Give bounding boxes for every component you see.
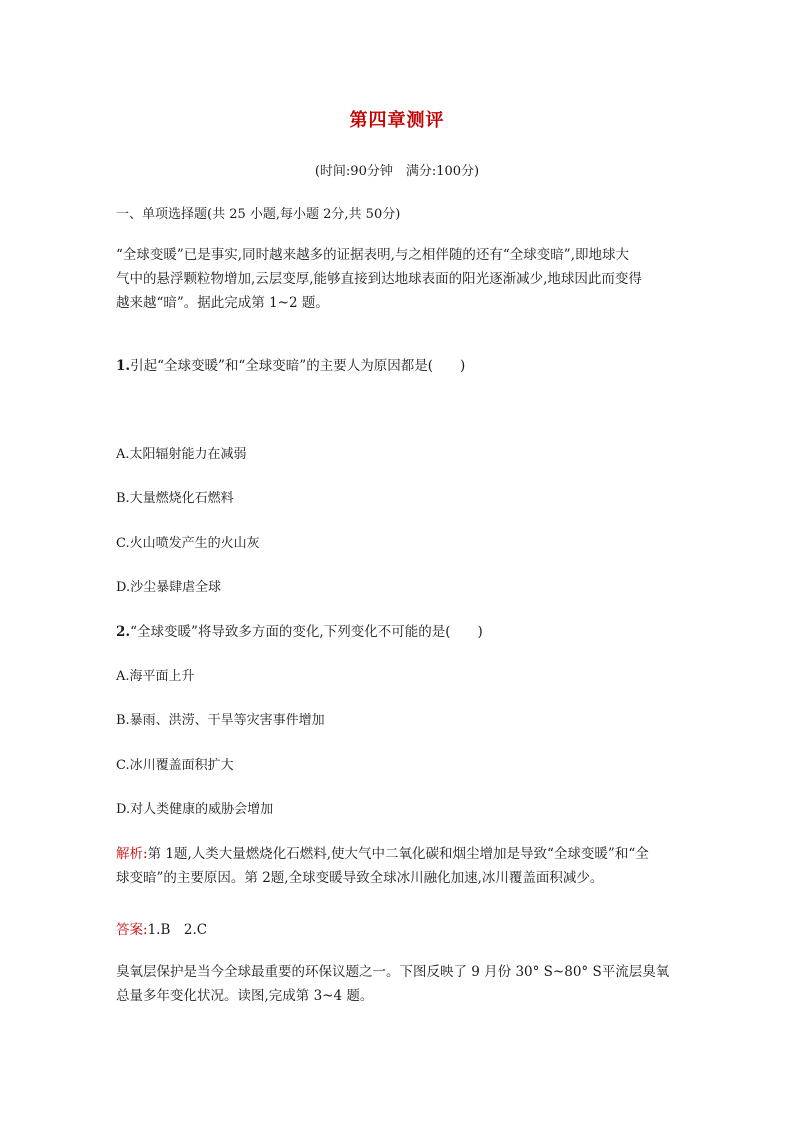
analysis-label: 解析: (116, 846, 148, 862)
passage-2-line: 臭氧层保护是当今全球最重要的环保议题之一。下图反映了 9 月份 30° S~80° S平流层臭氧 (116, 964, 670, 980)
question-2-number: 2. (116, 624, 131, 640)
passage-1-line: 越来越“暗”。据此完成第 1~2 题。 (116, 295, 329, 311)
question-1-option-c: C.火山喷发产生的火山灰 (116, 536, 260, 551)
question-1-option-d: D.沙尘暴肆虐全球 (116, 580, 222, 595)
question-1-option-a: A.太阳辐射能力在减弱 (116, 447, 247, 462)
question-1-stem: 引起“全球变暖”和“全球变暗”的主要人为原因都是( ) (130, 358, 466, 374)
question-1 (116, 354, 465, 374)
question-2-option-d: D.对人类健康的威胁会增加 (116, 802, 274, 817)
question-2-option-c: C.冰川覆盖面积扩大 (116, 758, 234, 773)
passage-1 (116, 243, 686, 315)
question-1-option-b: B.大量燃烧化石燃料 (116, 491, 234, 506)
analysis-text: 第 1题,人类大量燃烧化石燃料,使大气中二氧化碳和烟尘增加是导致“全球变暖”和“全 (147, 846, 649, 862)
answer-label: 答案: (116, 922, 148, 938)
question-1-number: 1. (116, 358, 131, 374)
answer-block (116, 918, 207, 938)
question-2-option-b: B.暴雨、洪涝、干旱等灾害事件增加 (116, 713, 325, 728)
passage-1-line: “全球变暖”已是事实,同时越来越多的证据表明,与之相伴随的还有“全球变暗”,即地球大 (116, 247, 629, 263)
analysis-line-1 (116, 842, 686, 866)
question-2 (116, 620, 483, 640)
answer-text: 1.B 2.C (147, 922, 208, 938)
passage-2-line: 总量多年变化状况。读图,完成第 3~4 题。 (116, 988, 374, 1004)
passage-1-line: 气中的悬浮颗粒物增加,云层变厚,能够直接到达地球表面的阳光逐渐减少,地球因此而变得 (116, 271, 642, 287)
analysis-block (116, 842, 686, 890)
passage-2 (116, 960, 686, 1008)
analysis-line-2: 球变暗”的主要原因。第 2题,全球变暖导致全球冰川融化加速,冰川覆盖面积减少。 (116, 870, 604, 886)
question-2-option-a: A.海平面上升 (116, 669, 195, 684)
question-2-stem: “全球变暖”将导致多方面的变化,下列变化不可能的是( ) (130, 624, 483, 640)
page-title: 第四章测评 (349, 110, 445, 131)
exam-time-score: (时间:90分钟 满分:100分) (314, 164, 480, 179)
section-heading: 一、单项选择题(共 25 小题,每小题 2分,共 50分) (116, 207, 401, 222)
